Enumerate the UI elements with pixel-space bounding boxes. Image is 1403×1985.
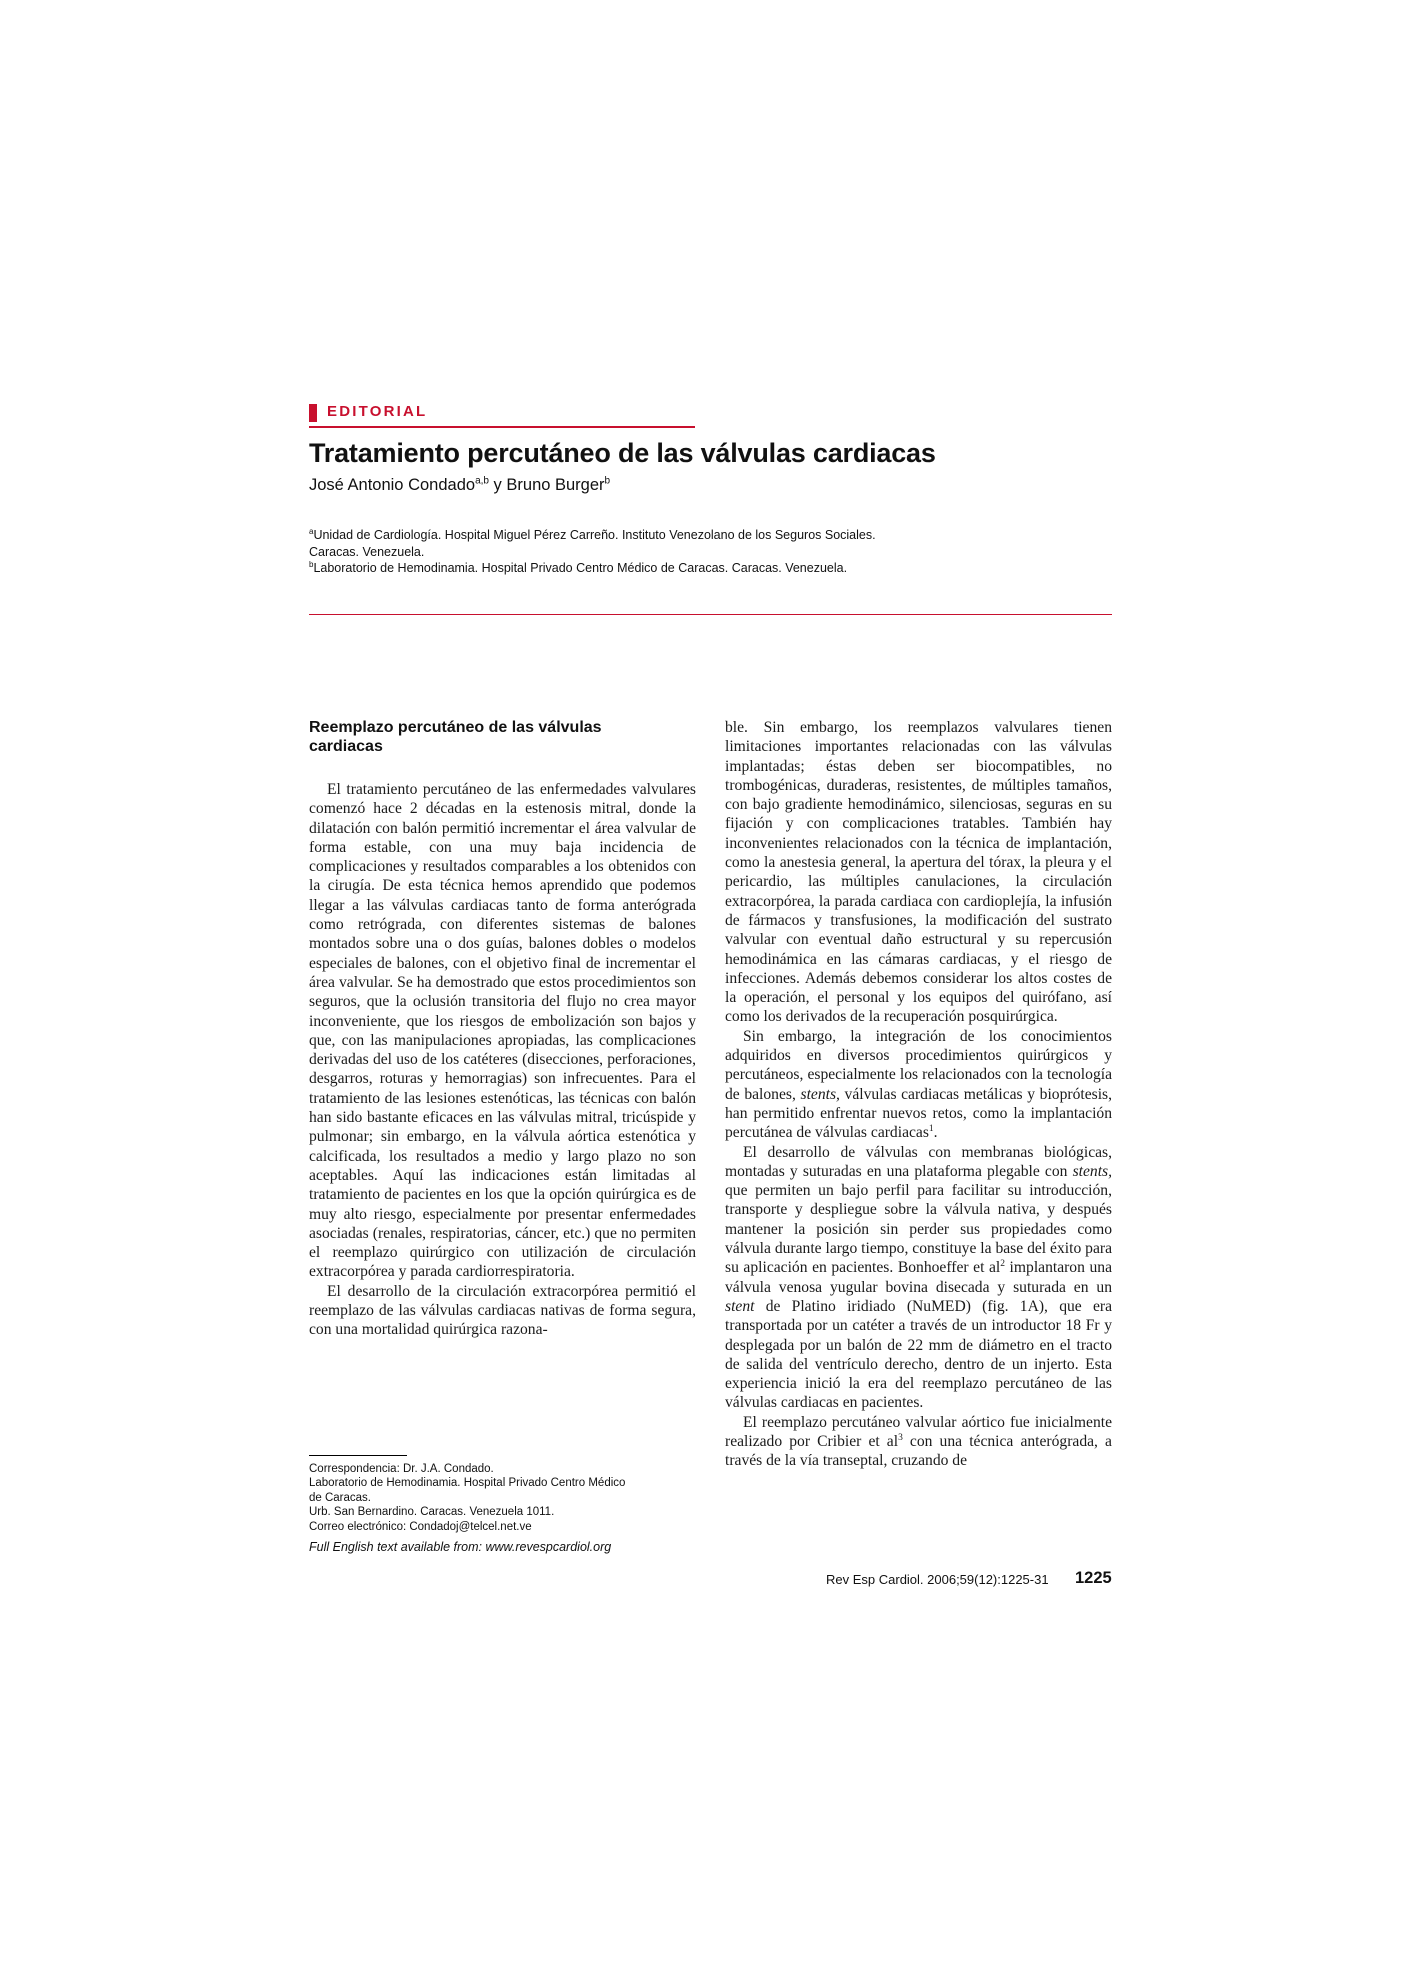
author-line xyxy=(309,476,610,495)
body-paragraph: El desarrollo de válvulas con membranas biológicas, montadas y suturadas en una plataforma plegable con stents, que permiten un bajo perfil para facilitar su introducción, transporte y despliegue sobre la válvula nativa, y después mantener la posición sin perder sus propiedades como válvula durante largo tiempo, constituye la base del éxito para su aplicación en pacientes. Bonhoeffer et $al^2$ implantaron una válvula venosa yugular bovina disecada y suturada en un stent de Platino iridiado (NuMED) (fig. 1A), que era transportada por un catéter a través de un introductor 18 Fr y desplegada por un balón de 22 mm de diámetro en el tracto de salida del ventrículo derecho, dentro de un injerto. Esta experiencia inició la era del reemplazo percutáneo de las válvulas cardiacas en pacientes. xyxy=(725,1143,1112,1412)
body-paragraph: ble. Sin embargo, los reemplazos valvulares tienen limitaciones importantes relacionadas con las válvulas implantadas; éstas deben ser biocompatibles, no trombogénicas, duraderas, resistentes, de múltiples tamaños, con bajo gradiente hemodinámico, silenciosas, seguras en su fijación y con complicaciones tratables. También hay inconvenientes relacionados con la técnica de implantación, como la anestesia general, la apertura del tórax, la pleura y el pericardio, las múltiples canulaciones, la circulación extracorpórea, la parada cardiaca con cardioplejía, la infusión de fármacos y transfusiones, la modificación del sustrato valvular con eventual daño estructural y su repercusión hemodinámica en las cámaras cardiacas, y el riesgo de infecciones. Además debemos considerar los altos costes de la operación, el personal y los equipos del quirófano, así como los derivados de la recuperación posquirúrgica. xyxy=(725,719,1112,1026)
author-affiliation-mark: b xyxy=(604,475,611,487)
right-column xyxy=(725,718,1112,1471)
section-heading: Reemplazo percutáneo de las válvulas cardiacas xyxy=(309,719,602,755)
email-link[interactable]: Correo electrónico: Condadoj@telcel.net.ve xyxy=(309,1520,532,1533)
article-title: Tratamiento percutáneo de las válvulas cardiacas xyxy=(309,438,936,468)
affiliations xyxy=(309,527,1109,577)
affiliation-mark: a xyxy=(309,526,314,536)
page-number: 1225 xyxy=(1075,1569,1112,1587)
author-affiliation-mark: a,b xyxy=(475,475,489,487)
journal-citation: Rev Esp Cardiol. 2006;59(12):1225-31 xyxy=(826,1572,1049,1587)
reference-mark: 1 xyxy=(928,1124,934,1135)
english-text-note[interactable]: Full English text available from: www.revespcardiol.org xyxy=(309,1540,612,1554)
reference-mark: 2 xyxy=(1000,1259,1005,1270)
author-name: Bruno Burger xyxy=(506,476,605,494)
author-separator: y xyxy=(488,476,507,494)
affiliation-continuation: Caracas. Venezuela. xyxy=(309,544,425,559)
affiliation: $^b$Laboratorio de Hemodinamia. Hospital Privado Centro Médico de Caracas. Caracas. Venezuela. xyxy=(309,559,848,575)
header-divider xyxy=(309,614,1112,615)
correspondence-block: Correspondencia: Dr. J.A. Condado. Laboratorio de Hemodinamia. Hospital Privado Centro Médico de Caracas. Urb. San Bernardino. Caracas. Venezuela 1011. Correo electrónico: Condadoj@telcel.net.ve xyxy=(309,1462,689,1534)
reference-mark: 3 xyxy=(898,1432,903,1443)
body-paragraph: Sin embargo, la integración de los conocimientos adquiridos en diversos procedimientos quirúrgicos y percutáneos, especialmente los relacionados con la tecnología de balones, stents, válvulas cardiacas metálicas y bioprótesis, han permitido enfrentar nuevos retos, como la implantación percutánea de válvulas cardiacas$^1$. xyxy=(725,1027,1112,1142)
left-column xyxy=(309,718,696,1340)
affiliation-mark: b xyxy=(309,559,314,569)
body-paragraph: El desarrollo de la circulación extracorpórea permitió el reemplazo de las válvulas cardiacas nativas de forma segura, con una mortalidad quirúrgica razona- xyxy=(309,1282,696,1339)
body-paragraph: El reemplazo percutáneo valvular aórtico fue inicialmente realizado por Cribier et $al^3$ con una técnica anterógrada, a través de la vía transeptal, cruzando de xyxy=(725,1413,1112,1470)
body-paragraph: El tratamiento percutáneo de las enfermedades valvulares comenzó hace 2 décadas en la estenosis mitral, donde la dilatación con balón permitió incrementar el área valvular de forma estable, con una muy baja incidencia de complicaciones y resultados comparables a los obtenidos con la cirugía. De esta técnica hemos aprendido que podemos llegar a las válvulas cardiacas tanto de forma anterógrada como retrógrada, con diferentes sistemas de balones montados sobre una o dos guías, balones dobles o modelos especiales de balones, con el objetivo final de incrementar el área valvular. Se ha demostrado que estos procedimientos son seguros, que la oclusión transitoria del flujo no crea mayor inconveniente, que los riesgos de embolización son bajos y que, con las manipulaciones apropiadas, las complicaciones derivadas del uso de los catéteres (disecciones, perforaciones, desgarros, roturas y hemorragias) son infrecuentes. Para el tratamiento de las lesiones estenóticas, las técnicas con balón han sido bastante eficaces en las válvulas mitral, tricúspide y pulmonar; sin embargo, en la válvula aórtica estenótica y calcificada, los resultados a medio y largo plazo no son aceptables. Aquí las indicaciones están limitadas al tratamiento de pacientes en los que la opción quirúrgica es de muy alto riesgo, especialmente por presentar enfermedades asociadas (renales, respiratorias, cáncer, etc.) que no permiten el reemplazo quirúrgico con utilización de circulación extracorpórea y parada cardiorrespiratoria. xyxy=(309,781,696,1281)
section-tag-bar xyxy=(309,404,317,422)
footnote-divider xyxy=(309,1455,407,1456)
section-label: EDITORIAL xyxy=(327,403,428,420)
affiliation: $^a$Unidad de Cardiología. Hospital Miguel Pérez Carreño. Instituto Venezolano de los Seguros Sociales. xyxy=(309,526,876,542)
author-name: José Antonio Condado xyxy=(309,476,476,494)
section-tag xyxy=(309,402,695,428)
